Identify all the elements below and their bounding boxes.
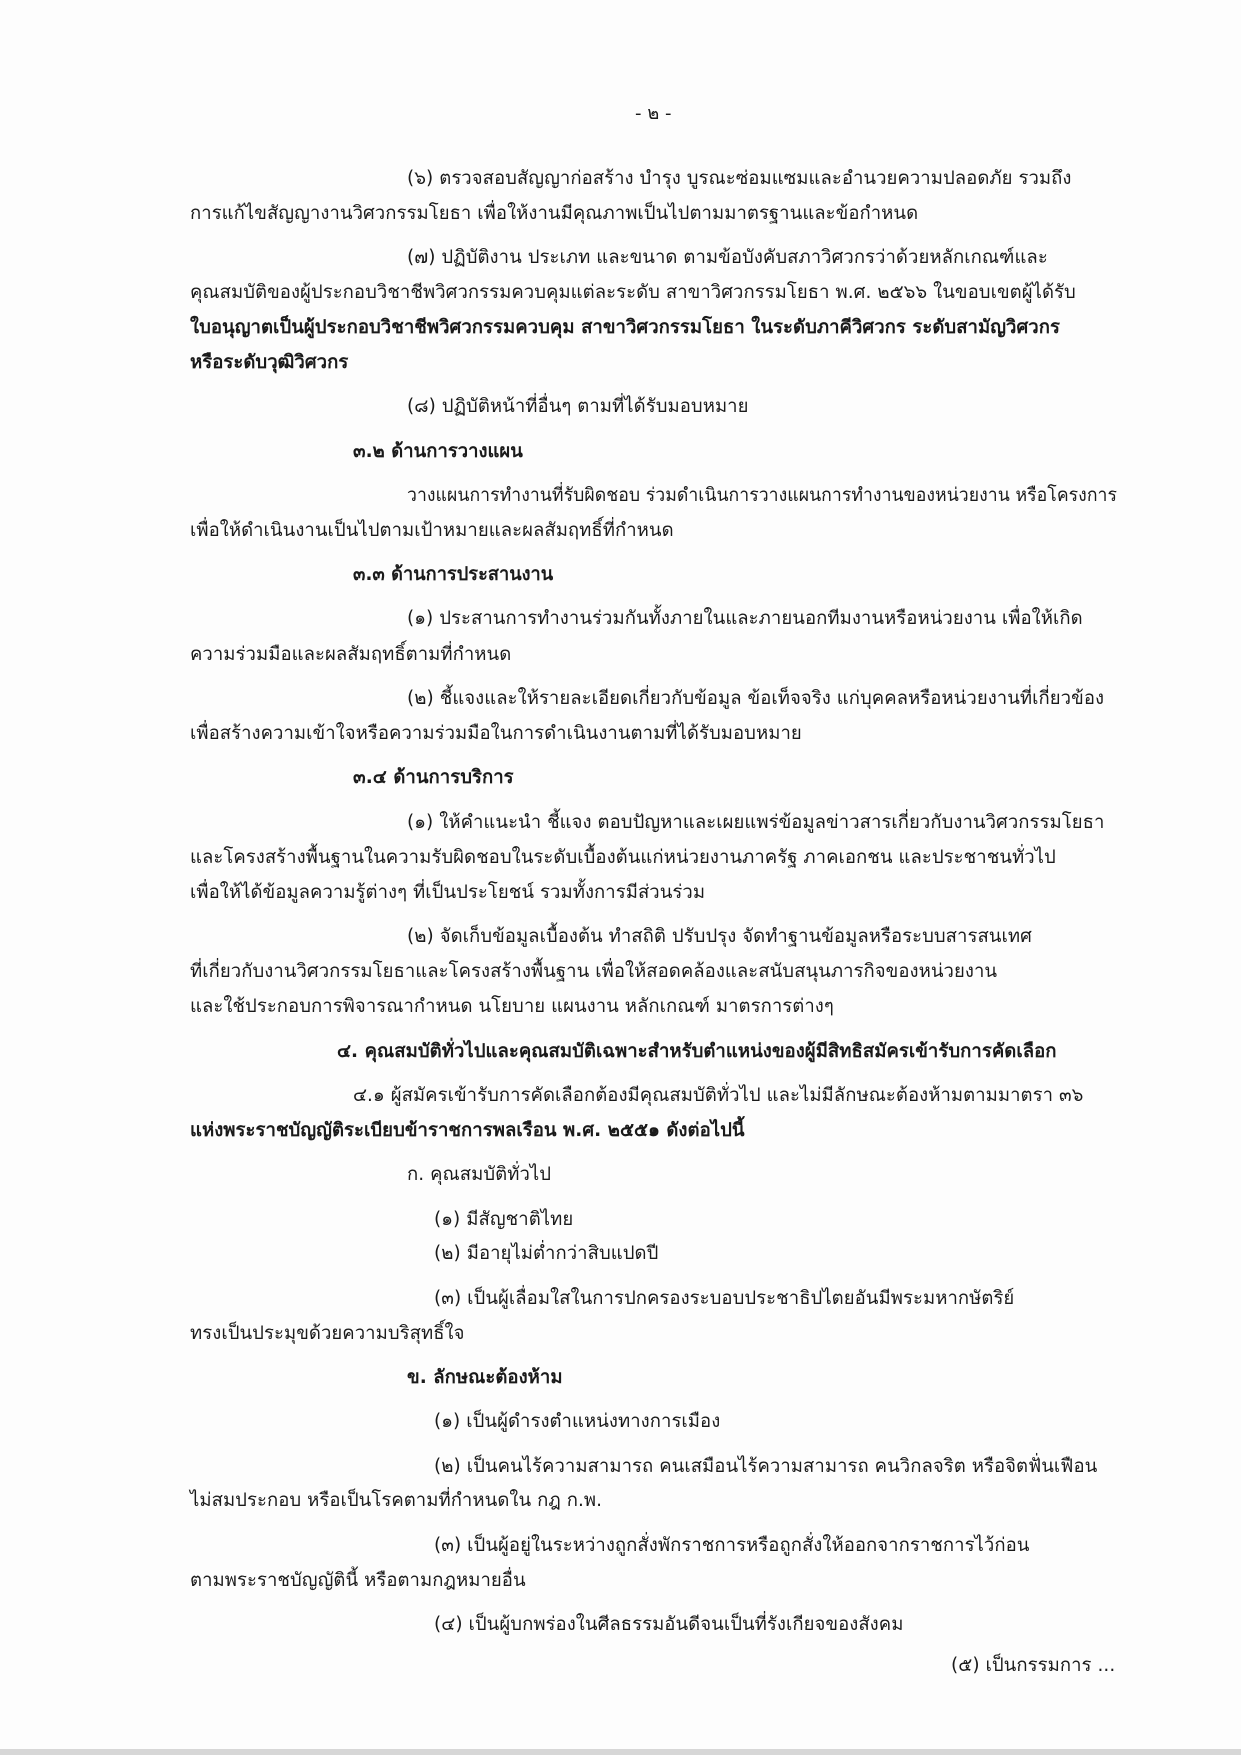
text-line: แห่งพระราชบัญญัติระเบียบข้าราชการพลเรือน พ.ศ. ๒๕๕๑ ดังต่อไปนี้ (190, 1120, 745, 1141)
text-line: ๓.๒ ด้านการวางแผน (353, 441, 523, 462)
text-line: (๑) ประสานการทำงานร่วมกันทั้งภายในและภายนอกทีมงานหรือหน่วยงาน เพื่อให้เกิด (407, 608, 1083, 629)
text-line: ตามพระราชบัญญัตินี้ หรือตามกฎหมายอื่น (190, 1570, 526, 1591)
text-line: (๒) ชี้แจงและให้รายละเอียดเกี่ยวกับข้อมูล ข้อเท็จจริง แก่บุคคลหรือหน่วยงานที่เกี่ยวข้อง (407, 688, 1105, 709)
text-line: ๔.๑ ผู้สมัครเข้ารับการคัดเลือกต้องมีคุณสมบัติทั่วไป และไม่มีลักษณะต้องห้ามตามมาตรา ๓๖ (353, 1085, 1084, 1106)
text-line: เพื่อสร้างความเข้าใจหรือความร่วมมือในการดำเนินงานตามที่ได้รับมอบหมาย (190, 723, 802, 744)
text-line: (๘) ปฏิบัติหน้าที่อื่นๆ ตามที่ได้รับมอบหมาย (407, 396, 749, 417)
text-line: (๒) เป็นคนไร้ความสามารถ คนเสมือนไร้ความสามารถ คนวิกลจริต หรือจิตฟั่นเฟือน (434, 1456, 1098, 1477)
scan-edge (0, 1749, 1241, 1755)
text-line: ที่เกี่ยวกับงานวิศวกรรมโยธาและโครงสร้างพื้นฐาน เพื่อให้สอดคล้องและสนับสนุนภารกิจของหน่วยงาน (190, 961, 998, 982)
text-line: ๔. คุณสมบัติทั่วไปและคุณสมบัติเฉพาะสำหรับตำแหน่งของผู้มีสิทธิสมัครเข้ารับการคัดเลือก (337, 1041, 1057, 1062)
text-line: ใบอนุญาตเป็นผู้ประกอบวิชาชีพวิศวกรรมควบคุม สาขาวิศวกรรมโยธา ในระดับภาคีวิศวกร ระดับสามัญวิศวกร (190, 317, 1060, 338)
text-line: ไม่สมประกอบ หรือเป็นโรคตามที่กำหนดใน กฎ ก.พ. (190, 1490, 603, 1511)
text-line: (๑) ให้คำแนะนำ ชี้แจง ตอบปัญหาและเผยแพร่ข้อมูลข่าวสารเกี่ยวกับงานวิศวกรรมโยธา (407, 812, 1105, 833)
text-line: (๗) ปฏิบัติงาน ประเภท และขนาด ตามข้อบังคับสภาวิศวกรว่าด้วยหลักเกณฑ์และ (407, 247, 1048, 268)
text-line: (๔) เป็นผู้บกพร่องในศีลธรรมอันดีจนเป็นที่รังเกียจของสังคม (434, 1614, 904, 1635)
text-line: (๓) เป็นผู้เลื่อมใสในการปกครองระบอบประชาธิปไตยอันมีพระมหากษัตริย์ (434, 1288, 1015, 1309)
text-line: หรือระดับวุฒิวิศวกร (190, 352, 349, 373)
text-line: คุณสมบัติของผู้ประกอบวิชาชีพวิศวกรรมควบคุมแต่ละระดับ สาขาวิศวกรรมโยธา พ.ศ. ๒๕๖๖ ในขอบเขตผู้ได้รับ (190, 282, 1076, 303)
text-line: (๑) มีสัญชาติไทย (434, 1209, 574, 1230)
text-line: ข. ลักษณะต้องห้าม (407, 1367, 563, 1388)
continuation-note: (๕) เป็นกรรมการ ... (951, 1655, 1116, 1676)
text-line: เพื่อให้ดำเนินงานเป็นไปตามเป้าหมายและผลสัมฤทธิ์ที่กำหนด (190, 520, 674, 541)
text-line: (๑) เป็นผู้ดำรงตำแหน่งทางการเมือง (434, 1411, 721, 1432)
page-number: - ๒ - (635, 103, 672, 124)
text-line: ๓.๔ ด้านการบริการ (353, 767, 514, 788)
text-line: (๒) มีอายุไม่ต่ำกว่าสิบแปดปี (434, 1243, 659, 1264)
text-line: ก. คุณสมบัติทั่วไป (407, 1164, 552, 1185)
text-line: และใช้ประกอบการพิจารณากำหนด นโยบาย แผนงาน หลักเกณฑ์ มาตรการต่างๆ (190, 996, 834, 1017)
text-line: เพื่อให้ได้ข้อมูลความรู้ต่างๆ ที่เป็นประโยชน์ รวมทั้งการมีส่วนร่วม (190, 882, 706, 903)
text-line: วางแผนการทำงานที่รับผิดชอบ ร่วมดำเนินการวางแผนการทำงานของหน่วยงาน หรือโครงการ (407, 485, 1118, 506)
text-line: ทรงเป็นประมุขด้วยความบริสุทธิ์ใจ (190, 1323, 465, 1344)
text-line: และโครงสร้างพื้นฐานในความรับผิดชอบในระดับเบื้องต้นแก่หน่วยงานภาครัฐ ภาคเอกชน และประชาชนทั่วไป (190, 847, 1056, 868)
text-line: (๖) ตรวจสอบสัญญาก่อสร้าง บำรุง บูรณะซ่อมแซมและอำนวยความปลอดภัย รวมถึง (407, 168, 1072, 189)
text-line: ๓.๓ ด้านการประสานงาน (353, 564, 554, 585)
text-line: การแก้ไขสัญญางานวิศวกรรมโยธา เพื่อให้งานมีคุณภาพเป็นไปตามมาตรฐานและข้อกำหนด (190, 203, 919, 224)
text-line: ความร่วมมือและผลสัมฤทธิ์ตามที่กำหนด (190, 644, 512, 665)
text-line: (๓) เป็นผู้อยู่ในระหว่างถูกสั่งพักราชการหรือถูกสั่งให้ออกจากราชการไว้ก่อน (434, 1535, 1030, 1556)
text-line: (๒) จัดเก็บข้อมูลเบื้องต้น ทำสถิติ ปรับปรุง จัดทำฐานข้อมูลหรือระบบสารสนเทศ (407, 926, 1032, 947)
